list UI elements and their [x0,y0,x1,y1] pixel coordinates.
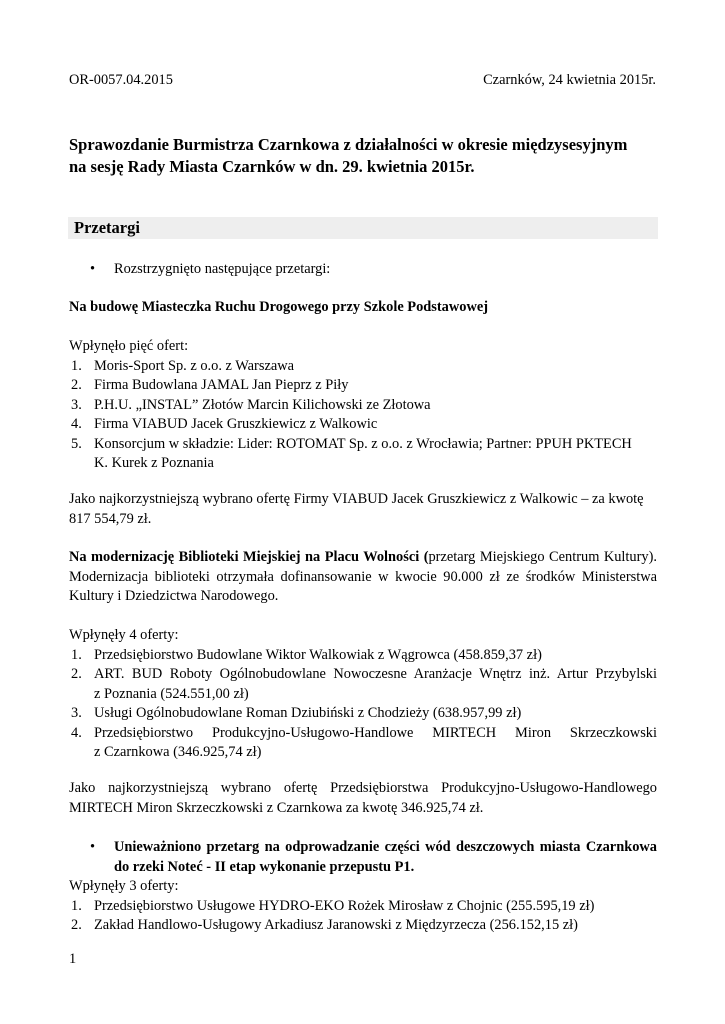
list-item [69,435,657,474]
list-text: Konsorcjum w składzie: Lider: ROTOMAT Sp. z o.o. z Wrocławia; Partner: PPUH PKTECH [94,435,632,452]
list-number: 3. [71,396,82,413]
list-item [69,357,657,377]
list-text: Moris-Sport Sp. z o.o. z Warszawa [94,357,295,374]
list-text: Zakład Handlowo-Usługowy Arkadiusz Jaranowski z Międzyrzecza (256.152,15 zł) [94,917,578,933]
list-text: Firma VIABUD Jacek Gruszkiewicz z Walkowic [94,416,378,432]
tender1-offers [69,337,657,474]
tender3-heading-line2: do rzeki Noteć - II etap wykonanie przepustu P1. [114,858,415,875]
list-text: Przedsiębiorstwo Produkcyjno-Usługowo-Handlowe MIRTECH Miron Skrzeczkowski [94,724,657,741]
document-header [69,71,656,91]
list-number: 2. [71,377,82,393]
list-number: 1. [71,646,82,663]
list-number: 1. [71,357,82,374]
list-item [69,724,657,763]
offers-intro: Wpłynęły 4 oferty: [69,627,179,643]
bullet-text: Rozstrzygnięto następujące przetargi: [114,261,331,277]
page-number: 1 [69,951,77,967]
list-item [69,646,657,666]
tender2-heading: Na modernizację Biblioteki Miejskiej na Placu Wolności ( [69,549,429,565]
tender2-heading-rest: przetarg Miejskiego Centrum Kultury). Modernizacja biblioteki otrzymała dofinansowanie w kwocie 90.000 zł ze środków Ministerstwa Kultury i Dziedzictwa Narodowego. [69,549,657,604]
list-item [69,665,657,704]
tender2-offers [69,626,657,763]
bullet-item [90,260,657,280]
tender1-result [69,490,657,529]
list-text: ART. BUD Roboty Ogólnobudowlane Nowoczesne Aranżacje Wnętrz inż. Artur Przybylski [94,666,657,682]
report-title-line2: na sesję Rady Miasta Czarnków w dn. 29. kwietnia 2015r. [69,157,475,176]
list-text: K. Kurek z Poznania [94,455,214,471]
result-text: Jako najkorzystniejszą wybrano ofertę Firmy VIABUD Jacek Gruszkiewicz z Walkowic – za kwotę [69,491,644,507]
tender2-description [69,548,657,607]
offers-intro: Wpłynęły 3 oferty: [69,878,179,894]
list-text: Usługi Ogólnobudowlane Roman Dziubiński z Chodzieży (638.957,99 zł) [94,705,522,721]
offers-intro: Wpłynęło pięć ofert: [69,338,189,354]
list-item [69,916,657,936]
section-heading: Przetargi [68,217,658,239]
offers-list [69,646,657,763]
list-number: 3. [71,705,82,721]
list-number: 1. [71,897,82,914]
list-text: Firma Budowlana JAMAL Jan Pieprz z Piły [94,377,349,393]
list-text: z Czarnkowa (346.925,74 zł) [94,744,262,760]
tender1-heading: Na budowę Miasteczka Ruchu Drogowego przy Szkole Podstawowej [69,299,489,315]
list-item [69,704,657,724]
bullet-text [114,838,657,877]
result-text: Jako najkorzystniejszą wybrano ofertę Przedsiębiorstwa Produkcyjno-Usługowo-Handlowego [69,780,657,796]
report-title-line1: Sprawozdanie Burmistrza Czarnkowa z działalności w okresie międzysesyjnym [69,135,628,154]
list-text: Przedsiębiorstwo Budowlane Wiktor Walkowiak z Wągrowca (458.859,37 zł) [94,646,542,663]
list-number: 5. [71,435,82,452]
list-text: Przedsiębiorstwo Usługowe HYDRO-EKO Rożek Mirosław z Chojnic (255.595,19 zł) [94,897,595,914]
tender2-result [69,779,657,818]
list-number: 2. [71,666,82,682]
list-item [69,396,657,416]
bullet-icon: • [90,839,96,855]
list-number: 4. [71,724,82,741]
report-title [69,134,669,178]
list-item [69,897,657,917]
bullet-item [90,838,657,877]
result-amount: 817 554,79 zł. [69,510,152,527]
list-item [69,376,657,396]
offers-list [69,897,657,936]
bullet-icon: • [90,261,96,277]
place-date: Czarnków, 24 kwietnia 2015r. [483,72,656,88]
list-text: P.H.U. „INSTAL” Złotów Marcin Kilichowski ze Złotowa [94,396,431,413]
result-text: MIRTECH Miron Skrzeczkowski z Czarnkowa za kwotę 346.925,74 zł. [69,799,484,816]
tender3-heading-line1: Unieważniono przetarg na odprowadzanie części wód deszczowych miasta Czarnkowa [114,839,657,855]
tender3-offers [69,877,657,936]
document-reference: OR-0057.04.2015 [69,72,173,88]
list-number: 2. [71,917,82,933]
list-text: z Poznania (524.551,00 zł) [94,685,249,702]
list-item [69,415,657,435]
list-number: 4. [71,416,82,432]
offers-list [69,357,657,474]
